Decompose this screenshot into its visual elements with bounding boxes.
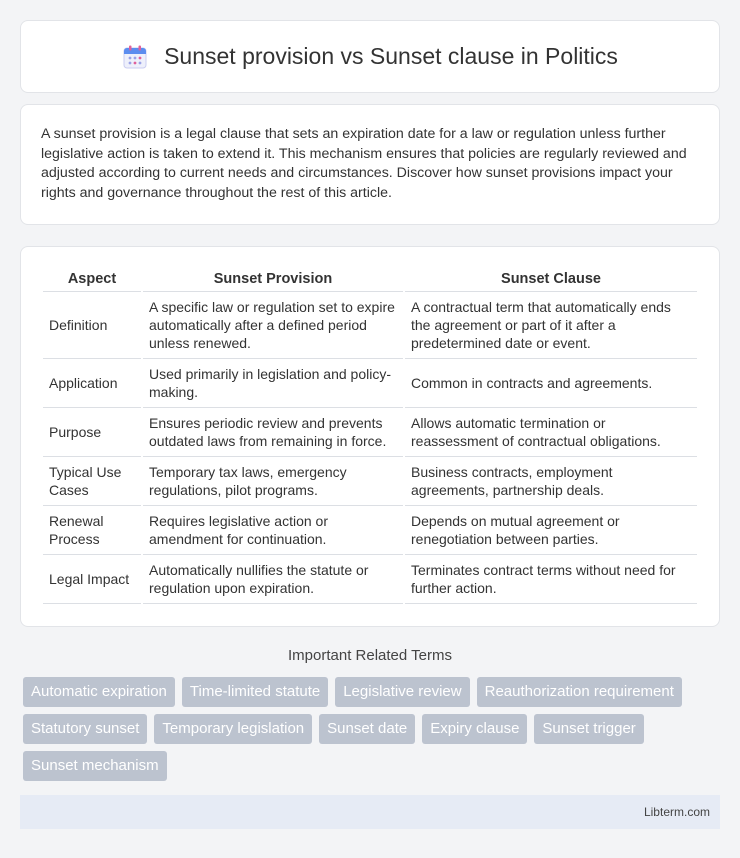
table-row bbox=[43, 555, 697, 604]
tag-legislative-review[interactable]: Legislative review bbox=[335, 677, 469, 707]
title-card bbox=[20, 20, 720, 93]
calendar-icon bbox=[122, 44, 148, 70]
row-provision: Ensures periodic review and prevents outdated laws from remaining in force. bbox=[143, 408, 403, 457]
row-provision: A specific law or regulation set to expire automatically after a defined period unless renewed. bbox=[143, 292, 403, 359]
intro-text: A sunset provision is a legal clause that sets an expiration date for a law or regulation unless further legislative action is taken to extend it. This mechanism ensures that policies are regularly reviewed and adjusted according to current needs and circumstances. Discover how sunset provisions impact your rights and governance throughout the rest of this article. bbox=[41, 126, 687, 201]
row-aspect: Legal Impact bbox=[43, 555, 141, 604]
comparison-table bbox=[41, 267, 699, 604]
table-row bbox=[43, 359, 697, 408]
tag-expiry-clause[interactable]: Expiry clause bbox=[422, 714, 527, 744]
row-clause: Terminates contract terms without need for further action. bbox=[405, 555, 697, 604]
row-provision: Automatically nullifies the statute or regulation upon expiration. bbox=[143, 555, 403, 604]
related-terms-tags bbox=[20, 677, 720, 781]
row-aspect: Application bbox=[43, 359, 141, 408]
row-clause: A contractual term that automatically ends the agreement or part of it after a predetermined date or event. bbox=[405, 292, 697, 359]
row-clause: Depends on mutual agreement or renegotiation between parties. bbox=[405, 506, 697, 555]
row-provision: Temporary tax laws, emergency regulations, pilot programs. bbox=[143, 457, 403, 506]
tag-time-limited-statute[interactable]: Time-limited statute bbox=[182, 677, 328, 707]
table-row bbox=[43, 292, 697, 359]
tag-automatic-expiration[interactable]: Automatic expiration bbox=[23, 677, 175, 707]
tag-reauthorization-requirement[interactable]: Reauthorization requirement bbox=[477, 677, 682, 707]
tag-sunset-date[interactable]: Sunset date bbox=[319, 714, 415, 744]
tag-statutory-sunset[interactable]: Statutory sunset bbox=[23, 714, 147, 744]
row-aspect: Definition bbox=[43, 292, 141, 359]
table-row bbox=[43, 408, 697, 457]
tag-sunset-trigger[interactable]: Sunset trigger bbox=[534, 714, 643, 744]
row-provision: Requires legislative action or amendment for continuation. bbox=[143, 506, 403, 555]
table-row bbox=[43, 457, 697, 506]
header-aspect: Aspect bbox=[43, 267, 141, 292]
row-aspect: Purpose bbox=[43, 408, 141, 457]
comparison-table-card bbox=[20, 246, 720, 627]
row-clause: Business contracts, employment agreements, partnership deals. bbox=[405, 457, 697, 506]
header-sunset-clause: Sunset Clause bbox=[405, 267, 697, 292]
row-clause: Common in contracts and agreements. bbox=[405, 359, 697, 408]
related-terms-heading: Important Related Terms bbox=[288, 647, 452, 664]
page-title: Sunset provision vs Sunset clause in Politics bbox=[164, 43, 618, 69]
row-aspect: Renewal Process bbox=[43, 506, 141, 555]
footer-brand[interactable]: Libterm.com bbox=[643, 805, 710, 819]
table-header-row bbox=[43, 267, 697, 292]
table-row bbox=[43, 506, 697, 555]
intro-card bbox=[20, 104, 720, 225]
tag-sunset-mechanism[interactable]: Sunset mechanism bbox=[23, 751, 167, 781]
row-aspect: Typical Use Cases bbox=[43, 457, 141, 506]
row-provision: Used primarily in legislation and policy-making. bbox=[143, 359, 403, 408]
tag-temporary-legislation[interactable]: Temporary legislation bbox=[154, 714, 312, 744]
row-clause: Allows automatic termination or reassessment of contractual obligations. bbox=[405, 408, 697, 457]
footer bbox=[20, 795, 720, 829]
header-sunset-provision: Sunset Provision bbox=[143, 267, 403, 292]
